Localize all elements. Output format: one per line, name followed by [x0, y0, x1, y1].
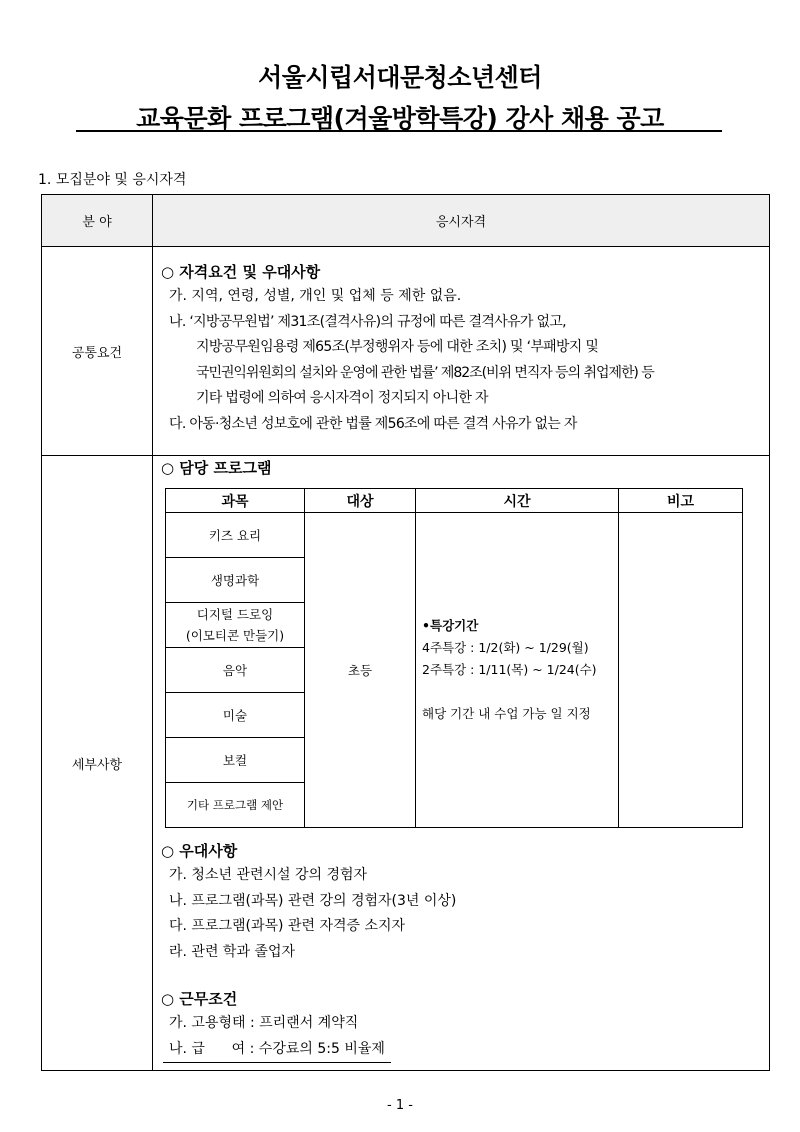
common-content [153, 247, 770, 456]
common-requirements-row [42, 247, 770, 456]
note-cell [619, 513, 743, 828]
details-row [42, 456, 770, 1071]
program-header-subject: 과목 [166, 489, 305, 513]
qualification-table [41, 194, 770, 1071]
subject-cell: 키즈 요리 [166, 513, 305, 558]
terms-item-text: 나. 급 여 : 수강료의 5:5 비율제 [163, 1037, 391, 1064]
page-number: - 1 - [387, 1098, 413, 1113]
page-title: 서울시립서대문청소년센터 [258, 63, 542, 92]
subject-cell: 기타 프로그램 제안 [166, 783, 305, 828]
subject-cell: 미술 [166, 693, 305, 738]
terms-heading: ○ 근무조건 [161, 990, 238, 1008]
time-note: 해당 기간 내 수업 가능 일 지정 [422, 706, 591, 721]
table-header-row [42, 195, 770, 247]
time-cell [416, 513, 619, 828]
page-subtitle: 교육문화 프로그램(겨울방학특강) 강사 채용 공고 [136, 104, 664, 133]
common-item: 다. 아동·청소년 성보호에 관한 법률 제56조에 따른 결격 사유가 없는 자 [169, 415, 577, 432]
preference-item: 라. 관련 학과 졸업자 [169, 943, 295, 960]
subject-cell: 보컬 [166, 738, 305, 783]
section-title: 1. 모집분야 및 응시자격 [38, 172, 187, 188]
time-line: 4주특강 : 1/2(화) ~ 1/29(월) [422, 640, 589, 655]
subject-line: (이모티콘 만들기) [185, 628, 285, 643]
time-title: •특강기간 [422, 618, 479, 633]
table-row [166, 513, 743, 558]
program-header-target: 대상 [305, 489, 416, 513]
program-header-note: 비고 [619, 489, 743, 513]
program-header-time: 시간 [416, 489, 619, 513]
title-underline [76, 130, 722, 132]
header-field: 분 야 [42, 195, 153, 247]
header-qualification: 응시자격 [153, 195, 770, 247]
target-cell: 초등 [305, 513, 416, 828]
common-item: 기타 법령에 의하여 응시자격이 정지되지 아니한 자 [196, 390, 488, 406]
subject-cell: 생명과학 [166, 558, 305, 603]
terms-item: 가. 고용형태 : 프리랜서 계약직 [169, 1015, 359, 1031]
subject-cell [166, 603, 305, 648]
preference-item: 가. 청소년 관련시설 강의 경험자 [169, 867, 368, 883]
common-item: 지방공무원임용령 제65조(부정행위자 등에 대한 조치) 및 ‘부패방지 및 [196, 339, 599, 355]
program-table [165, 488, 743, 828]
common-heading: ○ 자격요건 및 우대사항 [161, 263, 321, 281]
subject-line: 디지털 드로잉 [196, 607, 274, 622]
common-item: 국민권익위원회의 설치와 운영에 관한 법률’ 제82조(비위 면직자 등의 취업제한) 등 [196, 364, 654, 381]
preference-item: 다. 프로그램(과목) 관련 자격증 소지자 [169, 918, 406, 934]
subject-cell: 음악 [166, 648, 305, 693]
details-label: 세부사항 [42, 456, 153, 1071]
common-item: 나. ‘지방공무원법’ 제31조(결격사유)의 규정에 따른 결격사유가 없고, [169, 313, 566, 330]
program-heading: ○ 담당 프로그램 [161, 459, 272, 477]
common-item: 가. 지역, 연령, 성별, 개인 및 업체 등 제한 없음. [169, 288, 462, 304]
time-line: 2주특강 : 1/11(목) ~ 1/24(수) [422, 662, 597, 677]
preference-item: 나. 프로그램(과목) 관련 강의 경험자(3년 이상) [169, 892, 457, 909]
preference-heading: ○ 우대사항 [161, 842, 238, 860]
details-content [153, 456, 770, 1071]
common-label: 공통요건 [42, 247, 153, 456]
program-table-header [166, 489, 743, 513]
terms-item [153, 1037, 769, 1064]
